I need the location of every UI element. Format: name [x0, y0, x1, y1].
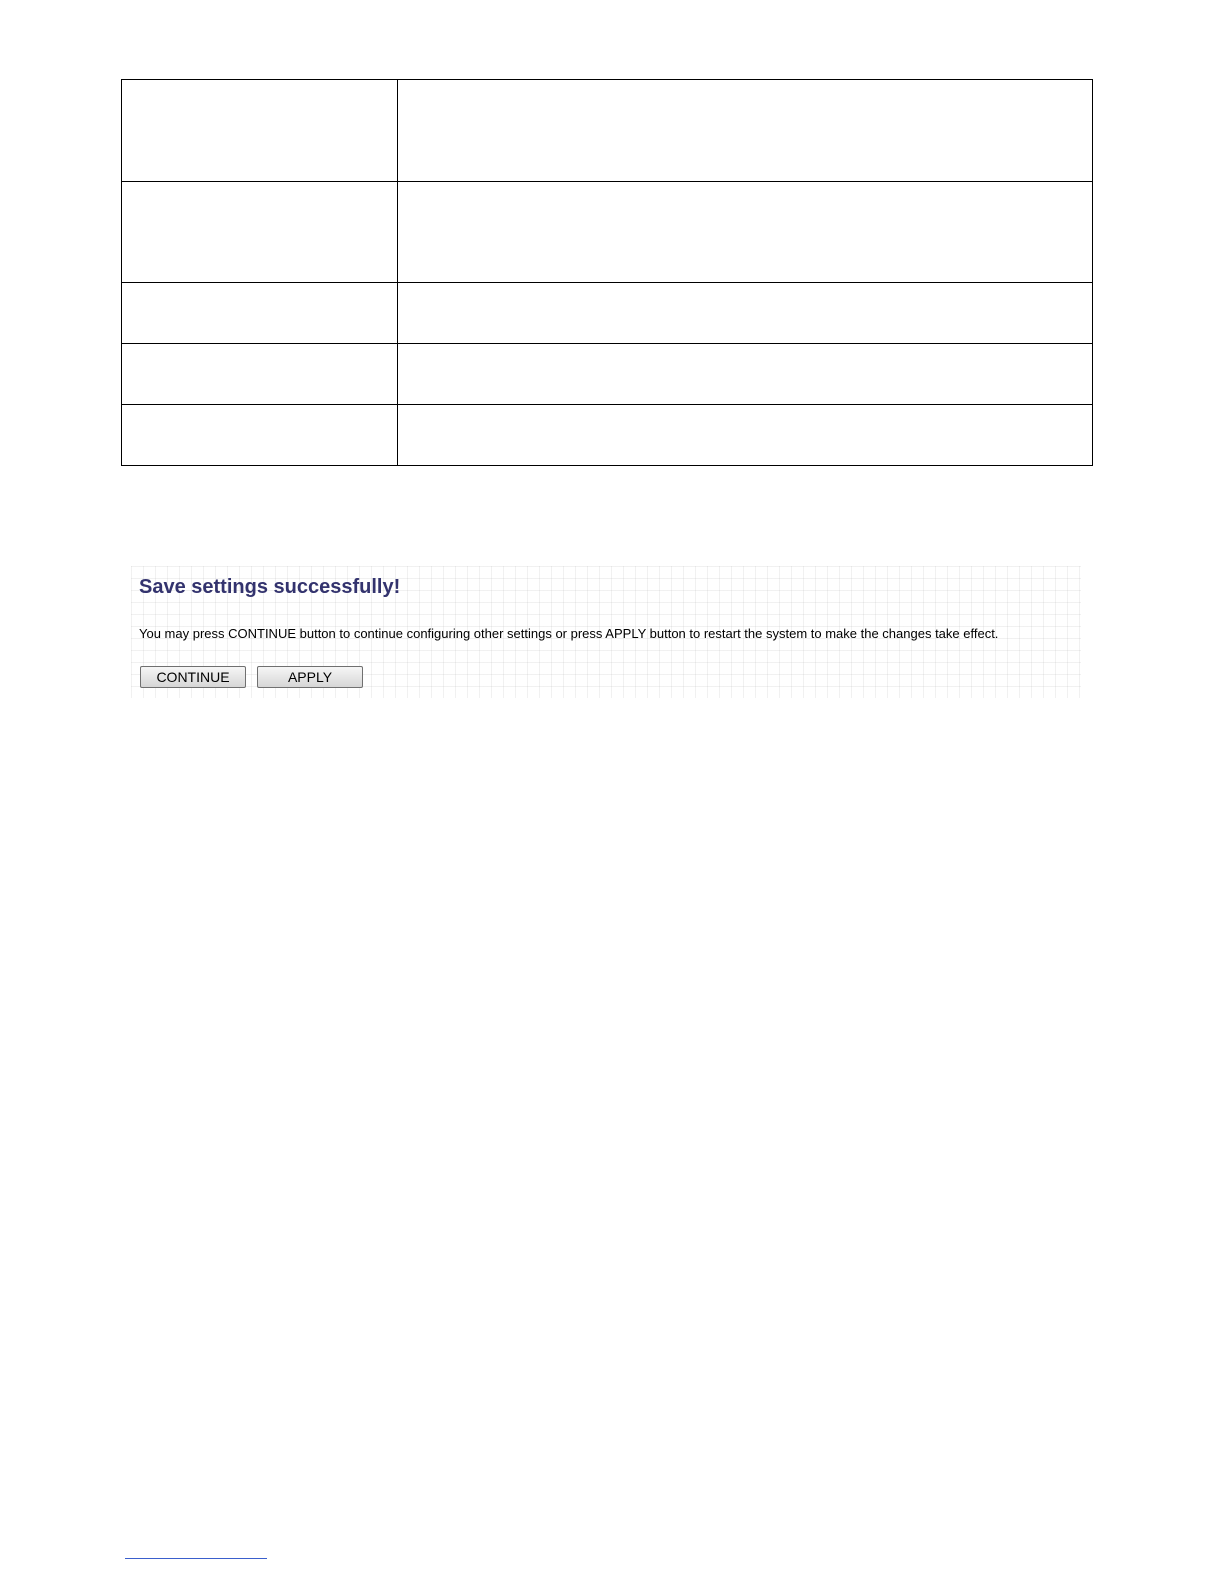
table-row [122, 182, 1093, 283]
table-cell [398, 405, 1093, 466]
footer-rule [125, 1558, 267, 1559]
table-row [122, 344, 1093, 405]
table-cell [398, 182, 1093, 283]
table-cell [398, 283, 1093, 344]
table-cell [122, 80, 398, 182]
table-cell [398, 80, 1093, 182]
save-settings-panel [131, 566, 1081, 698]
table-cell [398, 344, 1093, 405]
table-cell [122, 283, 398, 344]
table-cell [122, 182, 398, 283]
table-row [122, 405, 1093, 466]
table-cell [122, 344, 398, 405]
continue-button[interactable]: CONTINUE [140, 666, 246, 688]
table-row [122, 80, 1093, 182]
save-settings-title: Save settings successfully! [139, 576, 401, 598]
save-settings-message: You may press CONTINUE button to continue configuring other settings or press APPLY button to restart the system to make the changes take effect. [139, 626, 999, 641]
table-cell [122, 405, 398, 466]
apply-button[interactable]: APPLY [257, 666, 363, 688]
table-row [122, 283, 1093, 344]
document-table [121, 79, 1093, 466]
